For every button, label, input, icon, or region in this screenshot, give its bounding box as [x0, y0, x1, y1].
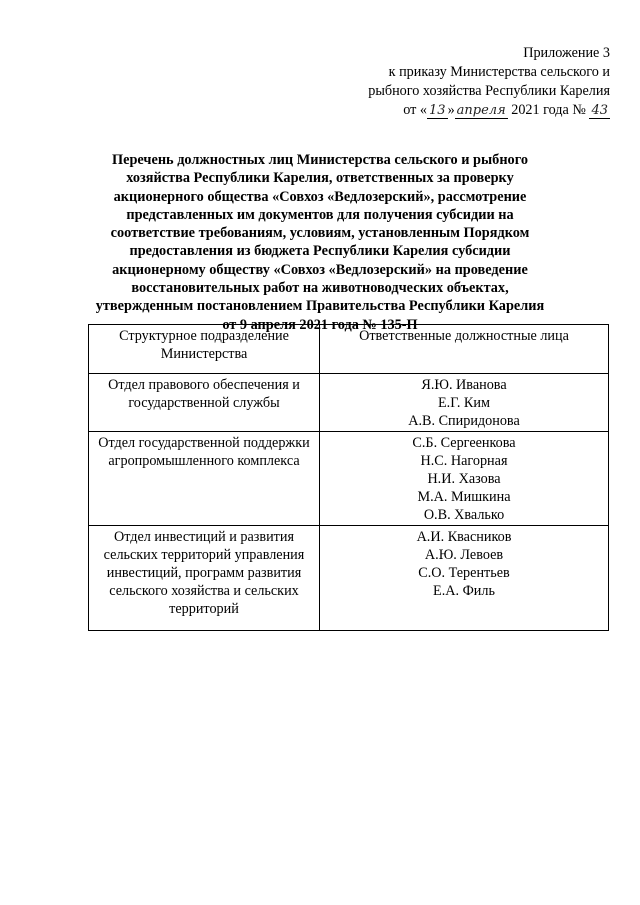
- person-name: А.Ю. Левоев: [424, 546, 504, 563]
- appendix-label: Приложение 3: [523, 45, 610, 61]
- department-cell: Отдел инвестиций и развития сельских территорий управления инвестиций, программ развития сельского хозяйства и сельских территорий: [89, 525, 320, 630]
- date-quote-close: »: [447, 102, 455, 118]
- order-reference-line-2: рыбного хозяйства Республики Карелия: [368, 83, 610, 99]
- order-reference-line-1: к приказу Министерства сельского и: [388, 64, 610, 80]
- persons-cell: [320, 374, 609, 432]
- department-cell: Отдел государственной поддержки агропромышленного комплекса: [89, 431, 320, 525]
- person-name: Е.Г. Ким: [438, 395, 490, 412]
- header-department: Структурное подразделение Министерства: [89, 325, 320, 374]
- persons-cell: [320, 525, 609, 630]
- handwritten-order-number: 43: [591, 103, 608, 118]
- table-row: [89, 374, 609, 432]
- table-row: [89, 431, 609, 525]
- person-name: М.А. Мишкина: [417, 489, 511, 506]
- person-name: Я.Ю. Иванова: [421, 377, 507, 393]
- department-cell: Отдел правового обеспечения и государственной службы: [89, 374, 320, 432]
- appendix-block: [310, 44, 610, 120]
- year-text: 2021 года №: [511, 102, 586, 118]
- handwritten-day: 13: [429, 103, 446, 118]
- persons-cell: [320, 431, 609, 525]
- person-name: О.В. Хвалько: [423, 507, 505, 524]
- person-name: Н.И. Хазова: [427, 471, 501, 488]
- responsible-persons-table: [88, 324, 609, 631]
- person-name: Е.А. Филь: [433, 583, 495, 600]
- handwritten-month: апреля: [456, 103, 506, 118]
- person-name: А.И. Квасников: [416, 528, 512, 545]
- order-date-line: [310, 101, 610, 120]
- person-name: С.О. Терентьев: [418, 565, 510, 582]
- document-title: Перечень должностных лиц Министерства сельского и рыбного хозяйства Республики Карелия, ответственных за проверку акционерного общества «Совхоз «Ведлозерский», рассмотрение представленных им документов для получения субсидии на соответствие требованиям, условиям, установленным Порядком предоставления из бюджета Республики Карелия субсидии акционерному обществу «Совхоз «Ведлозерский» на проведение восстановительных работ на животноводческих объектах, утвержденным постановлением Правительства Республики Карелия от 9 апреля 2021 года № 135-П: [95, 152, 545, 333]
- person-name: А.В. Спиридонова: [408, 413, 520, 430]
- person-name: С.Б. Сергеенкова: [412, 434, 516, 451]
- header-persons: Ответственные должностные лица: [320, 325, 609, 374]
- table-header-row: [89, 325, 609, 374]
- date-prefix: от «: [403, 102, 428, 118]
- person-name: Н.С. Нагорная: [420, 452, 508, 469]
- table-row: [89, 525, 609, 630]
